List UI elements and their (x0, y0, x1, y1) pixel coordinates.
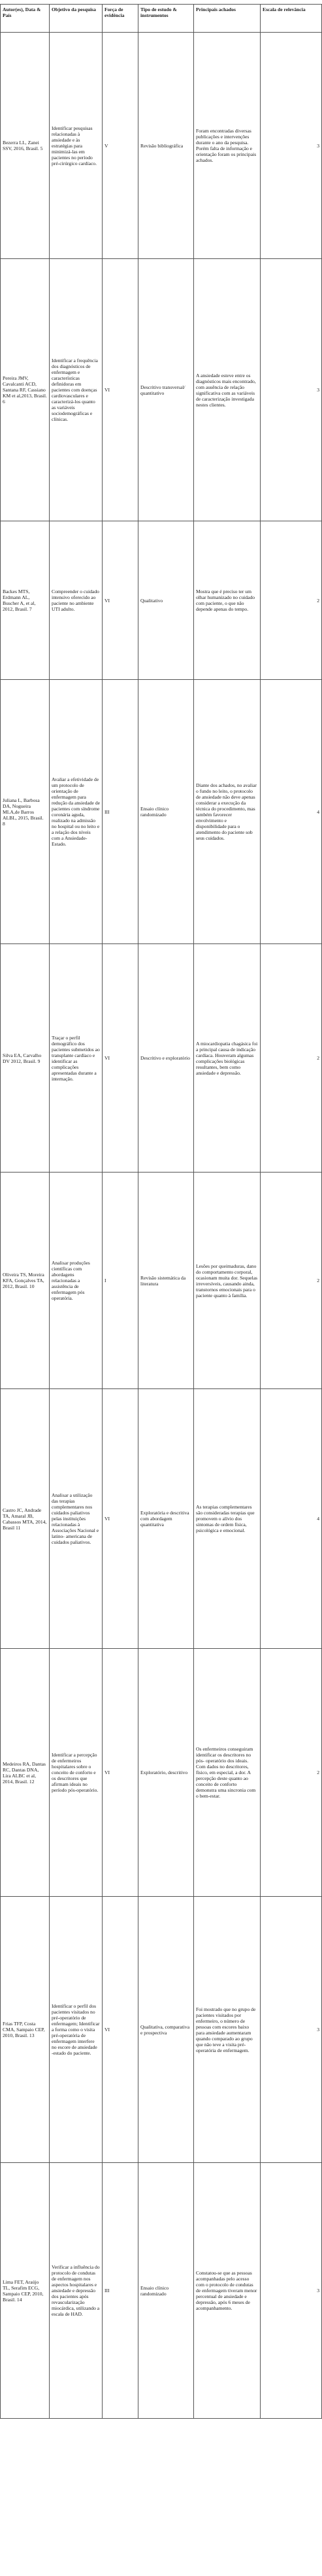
cell-relevance-scale: 2 (261, 1649, 322, 1897)
cell-study-type: Descritivo transversal/ quantitativo (138, 259, 194, 521)
cell-main-findings: Lesões por queimaduras, dano do comportamento corporal, ocasionam muita dor. Sequelas irreversíveis, causando ainda, transtornos emocionais para o paciente quanto à família. (194, 1173, 261, 1389)
cell-main-findings: As terapias complementares são consideradas terapias que promovem o alívio dos sintomas de ordem física, psicológica e emocional. (194, 1389, 261, 1649)
cell-study-type: Descritivo e exploratório (138, 944, 194, 1173)
table-row (1, 521, 322, 680)
header-objective: Objetivo da pesquisa (50, 5, 103, 33)
cell-author: Lima FET, Araújo TL, Serafim ECG, Sampaio CEP, 2010, Brasil. 14 (1, 2163, 50, 2419)
header-relevance-scale: Escala de relevância (261, 5, 322, 33)
cell-main-findings: Os enfermeiros conseguiram identificar os descritores no pós- operatório dos ideais. Com dados no descritores, físico, em especial, a dor. A percepção deste quanto ao conceito de conforto demonstra uma sincronia com o bem-estar. (194, 1649, 261, 1897)
cell-evidence-strength: III (103, 2163, 138, 2419)
cell-study-type: Ensaio clínico randomizado (138, 2163, 194, 2419)
cell-main-findings: Mostra que é preciso ter um olhar humanizado no cuidado com paciente, o que não depende apenas do tempo. (194, 521, 261, 680)
table-row (1, 33, 322, 259)
cell-author: Backes MTS, Erdmann AL, Buscher A, et al, 2012, Brasil. 7 (1, 521, 50, 680)
cell-study-type: Revisão bibliográfica (138, 33, 194, 259)
cell-relevance-scale: 4 (261, 1389, 322, 1649)
cell-relevance-scale: 2 (261, 521, 322, 680)
cell-author: Silva EA, Carvalho DV 2012, Brasil. 9 (1, 944, 50, 1173)
cell-main-findings: A ansiedade esteve entre os diagnósticos mais encontrado, com ausência de relação significativa com as variáveis de caracterização investigada nestes clientes. (194, 259, 261, 521)
cell-objective: Identificar pesquisas relacionadas à ansiedade e às estratégias para minimizá-las em pacientes no período pré-cirúrgico cardíaco. (50, 33, 103, 259)
header-main-findings: Principais achados (194, 5, 261, 33)
header-study-type: Tipo de estudo & instrumentos (138, 5, 194, 33)
table-row (1, 1897, 322, 2163)
cell-relevance-scale: 3 (261, 2163, 322, 2419)
cell-objective: Analisar a utilização das terapias complementares nos cuidados paliativos pelas instituições relacionadas à Associações Nacional e latino- americana de cuidados paliativos. (50, 1389, 103, 1649)
cell-evidence-strength: VI (103, 1649, 138, 1897)
cell-study-type: Ensaio clínico randomizado (138, 680, 194, 944)
cell-author: Frias TFP, Costa CMA, Sampaio CEP, 2010, Brasil. 13 (1, 1897, 50, 2163)
cell-evidence-strength: V (103, 33, 138, 259)
cell-evidence-strength: I (103, 1173, 138, 1389)
cell-evidence-strength: VI (103, 1389, 138, 1649)
cell-evidence-strength: VI (103, 1897, 138, 2163)
cell-relevance-scale: 3 (261, 1897, 322, 2163)
cell-study-type: Exploratório, descritivo (138, 1649, 194, 1897)
table-row (1, 259, 322, 521)
cell-objective: Analisar produções científicas com abordagens relacionadas a assistência de enfermagem pós operatória. (50, 1173, 103, 1389)
header-evidence-strength: Força de evidência (103, 5, 138, 33)
cell-study-type: Exploratória e descritiva com abordagem quantitativa (138, 1389, 194, 1649)
cell-main-findings: A miocardiopatia chagásica foi a principal causa de indicação cardíaca. Houveram algumas complicações biológicas resultantes, bem como ansiedade e depressão. (194, 944, 261, 1173)
cell-objective: Identificar a frequência dos diagnósticos de enfermagem e características definidoras em pacientes com doenças cardiovasculares e caracterizá-los quanto as variáveis sociodemográficas e clínicas. (50, 259, 103, 521)
cell-relevance-scale: 2 (261, 944, 322, 1173)
cell-objective: Traçar o perfil demográfico dos pacientes submetidos ao transplante cardíaco e identificar as complicações apresentadas durante a internação. (50, 944, 103, 1173)
table-row (1, 1649, 322, 1897)
cell-author: Castro JC, Andrade TA, Amaral JB, Cabassos MTA, 2014, Brasil 11 (1, 1389, 50, 1649)
cell-objective: Compreender o cuidado intensivo oferecido ao paciente no ambiente UTI adulto. (50, 521, 103, 680)
cell-study-type: Qualitativo (138, 521, 194, 680)
cell-study-type: Revisão sistemática da literatura (138, 1173, 194, 1389)
cell-relevance-scale: 4 (261, 680, 322, 944)
cell-main-findings: Foi mostrado que no grupo de pacientes visitados por enfermeiro, o número de pessoas com escores baixo para ansiedade aumentaram quando comparado ao grupo que não teve a visita pré-operatória de enfermagem. (194, 1897, 261, 2163)
literature-review-table (0, 4, 322, 2419)
table-row (1, 2163, 322, 2419)
table-row (1, 680, 322, 944)
table-row (1, 944, 322, 1173)
cell-objective: Verificar a influência do protocolo de condutas de enfermagem nos aspectos hospitalares e ansiedade e depressão dos pacientes após revascularização miocárdica, utilizando a escala de HAD. (50, 2163, 103, 2419)
cell-evidence-strength: VI (103, 259, 138, 521)
cell-evidence-strength: VI (103, 521, 138, 680)
table-header-row (1, 5, 322, 33)
header-author: Autor(es), Data & País (1, 5, 50, 33)
cell-author: Medeiros RA, Dantas RC, Dantas DNA, Lira ALBC et al, 2014, Brasil. 12 (1, 1649, 50, 1897)
cell-author: Bezerra LL, Zanei SSV, 2016, Brasil. 5 (1, 33, 50, 259)
cell-relevance-scale: 3 (261, 33, 322, 259)
cell-objective: Identificar o perfil dos pacientes visitados no pré-operatório de enfermagem; Identificar a forma como o visita pré-operatória de enfermagem interfere no escore de ansiedade -estado do paciente. (50, 1897, 103, 2163)
cell-study-type: Qualitativa, comparativa e prospectiva (138, 1897, 194, 2163)
cell-relevance-scale: 2 (261, 1173, 322, 1389)
cell-author: Pereira JMV, Cavalcanti ACD, Santana RF, Cassiano KM et al,2013, Brasil. 6 (1, 259, 50, 521)
cell-main-findings: Foram encontradas diversas publicações e intervenções durante o ano da pesquisa. Porém falta de informação e orientação foram os principais achados. (194, 33, 261, 259)
cell-objective: Identificar a percepção de enfermeiros hospitalares sobre o conceito de conforto e os descritores que afirmam ideais no período pós-operatório. (50, 1649, 103, 1897)
cell-relevance-scale: 3 (261, 259, 322, 521)
cell-evidence-strength: VI (103, 944, 138, 1173)
table-row (1, 1389, 322, 1649)
table-row (1, 1173, 322, 1389)
cell-main-findings: Constatou-se que as pessoas acompanhadas pelo acesso com o protocolo de condutas de enfermagem tiveram menor percentual de ansiedade e depressão, após 6 meses de acompanhamento. (194, 2163, 261, 2419)
cell-author: Juliana L, Barbosa DA, Nogueira MLA,de Barros ALBL, 2015, Brasil. 8 (1, 680, 50, 944)
cell-author: Oliveira TS, Moreira KFA, Gonçalves TA, 2012, Brasil. 10 (1, 1173, 50, 1389)
cell-objective: Avaliar a efetividade de um protocolo de orientação de enfermagem para redução da ansiedade de pacientes com síndrome coronária aguda, realizado na admissão no hospital ou no leito e a relação dos níveis com a Ansiedade-Estado. (50, 680, 103, 944)
cell-evidence-strength: III (103, 680, 138, 944)
cell-main-findings: Diante dos achados, no avaliar o fundo no leito, o protocolo de ansiedade não deve apenas considerar a execução da técnica do procedimento, mas também favorecer envolvimento e disponibilidade para o atendimento do paciente sob seus cuidados. (194, 680, 261, 944)
